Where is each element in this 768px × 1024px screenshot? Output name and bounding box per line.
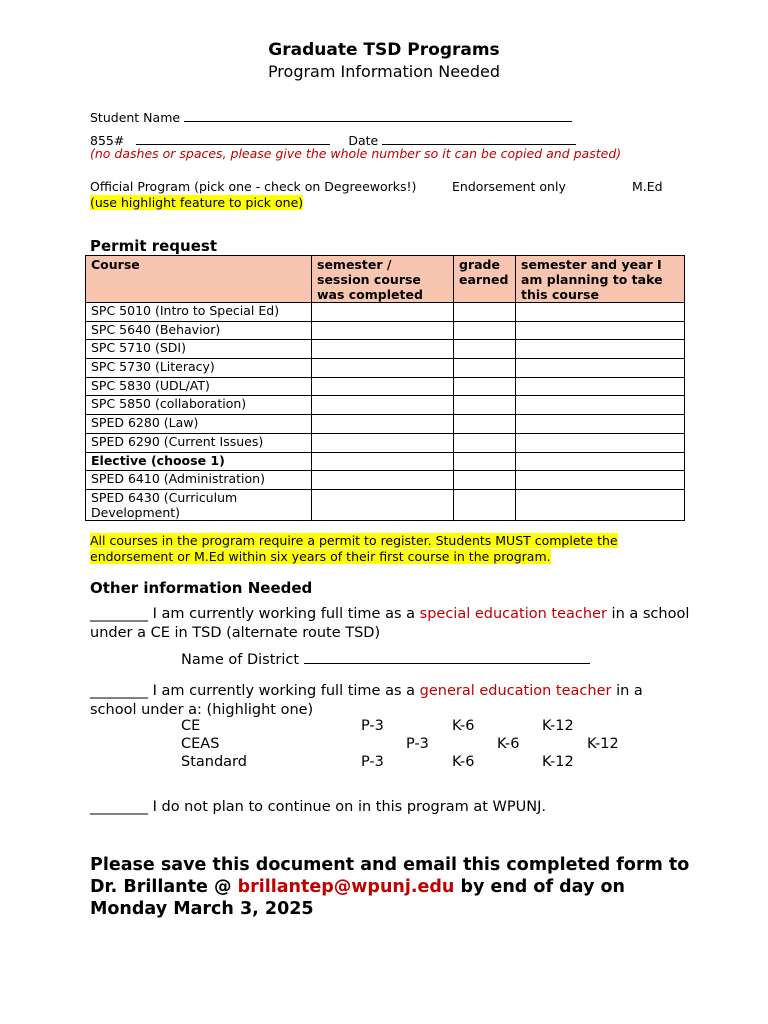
course-cell: SPED 6290 (Current Issues): [86, 433, 312, 452]
semester-cell[interactable]: [312, 471, 454, 490]
plan-cell[interactable]: [516, 396, 685, 415]
semester-cell[interactable]: [312, 433, 454, 452]
student-name-label: Student Name: [90, 110, 181, 125]
q1-text-post: in a school under a CE in TSD (alternate route TSD): [90, 606, 690, 641]
plan-cell[interactable]: [516, 415, 685, 434]
semester-cell[interactable]: [312, 452, 454, 471]
id-label: 855#: [90, 133, 125, 148]
footer-text-pre: Please save this document and email this completed form to Dr. Brillante @: [90, 855, 690, 897]
table-row: [86, 415, 685, 434]
grade-cell[interactable]: [454, 359, 516, 378]
semester-cell[interactable]: [312, 415, 454, 434]
permit-note-text: All courses in the program require a permit to register. Students MUST complete the endorsement or M.Ed within six years of their first course in the program.: [90, 533, 618, 564]
semester-cell[interactable]: [312, 396, 454, 415]
semester-cell[interactable]: [312, 321, 454, 340]
district-input[interactable]: [304, 649, 590, 664]
course-cell: SPED 6430 (Curriculum Development): [86, 489, 312, 520]
permit-note: [90, 533, 690, 564]
program-note: (use highlight feature to pick one): [90, 195, 304, 210]
cert-option[interactable]: K-6: [497, 736, 520, 752]
cert-option[interactable]: P-3: [361, 718, 384, 734]
course-cell: SPC 5640 (Behavior): [86, 321, 312, 340]
course-cell: SPED 6280 (Law): [86, 415, 312, 434]
cert-option[interactable]: K-12: [542, 754, 574, 770]
table-row: [86, 433, 685, 452]
grade-cell[interactable]: [454, 471, 516, 490]
table-row: [86, 340, 685, 359]
id-input[interactable]: [136, 132, 330, 145]
semester-cell[interactable]: [312, 377, 454, 396]
table-row: [86, 396, 685, 415]
submission-instructions: [90, 854, 690, 920]
grade-cell[interactable]: [454, 377, 516, 396]
table-row: [86, 303, 685, 322]
table-row: [86, 359, 685, 378]
plan-cell[interactable]: [516, 471, 685, 490]
plan-cell[interactable]: [516, 303, 685, 322]
semester-cell[interactable]: [312, 489, 454, 520]
grade-cell[interactable]: [454, 340, 516, 359]
semester-cell[interactable]: [312, 303, 454, 322]
cert-option[interactable]: K-6: [452, 754, 475, 770]
plan-cell[interactable]: [516, 452, 685, 471]
plan-cell[interactable]: [516, 489, 685, 520]
page-subtitle: Program Information Needed: [267, 62, 501, 81]
q2-role: general education teacher: [419, 683, 612, 699]
grade-cell[interactable]: [454, 452, 516, 471]
cert-option[interactable]: K-12: [587, 736, 619, 752]
permit-table: [85, 255, 685, 521]
course-cell: SPED 6410 (Administration): [86, 471, 312, 490]
cert-option[interactable]: K-6: [452, 718, 475, 734]
q2-text-post: in a school under a: (highlight one): [90, 683, 643, 718]
plan-cell[interactable]: [516, 433, 685, 452]
grade-cell[interactable]: [454, 303, 516, 322]
table-row: [86, 321, 685, 340]
cert-option[interactable]: P-3: [406, 736, 429, 752]
question-not-continue: [90, 799, 546, 815]
blank-line[interactable]: ________: [90, 683, 148, 699]
district-label: Name of District: [181, 652, 300, 668]
course-cell: SPC 5850 (collaboration): [86, 396, 312, 415]
option-med[interactable]: M.Ed: [632, 179, 663, 194]
question-special-ed: [90, 605, 690, 642]
col-course: Course: [86, 256, 312, 303]
elective-cell: Elective (choose 1): [86, 452, 312, 471]
cert-option[interactable]: P-3: [361, 754, 384, 770]
table-row: [86, 471, 685, 490]
grade-cell[interactable]: [454, 433, 516, 452]
date-input[interactable]: [382, 132, 576, 145]
date-label: Date: [348, 133, 379, 148]
student-name-input[interactable]: [184, 109, 572, 122]
table-row: [86, 377, 685, 396]
id-note: (no dashes or spaces, please give the whole number so it can be copied and pasted): [90, 146, 622, 161]
q2-text-pre: I am currently working full time as a: [148, 683, 420, 699]
cert-name: CE: [181, 718, 201, 734]
footer-text-post: by end of day on Monday March 3, 2025: [90, 877, 625, 919]
q1-text-pre: I am currently working full time as a: [148, 606, 420, 622]
plan-cell[interactable]: [516, 377, 685, 396]
cert-option[interactable]: K-12: [542, 718, 574, 734]
page-title: Graduate TSD Programs: [268, 40, 500, 60]
permit-heading: Permit request: [90, 237, 217, 255]
semester-cell[interactable]: [312, 340, 454, 359]
cert-name: CEAS: [181, 736, 220, 752]
grade-cell[interactable]: [454, 415, 516, 434]
district-field: [181, 649, 590, 668]
course-cell: SPC 5710 (SDI): [86, 340, 312, 359]
blank-line[interactable]: ________: [90, 799, 148, 815]
cert-name: Standard: [181, 754, 247, 770]
semester-cell[interactable]: [312, 359, 454, 378]
col-grade: grade earned: [454, 256, 516, 303]
grade-cell[interactable]: [454, 396, 516, 415]
student-name-field: [90, 109, 572, 125]
plan-cell[interactable]: [516, 321, 685, 340]
course-cell: SPC 5830 (UDL/AT): [86, 377, 312, 396]
course-cell: SPC 5010 (Intro to Special Ed): [86, 303, 312, 322]
blank-line[interactable]: ________: [90, 606, 148, 622]
question-general-ed: [90, 682, 690, 719]
table-row: [86, 489, 685, 520]
table-row: [86, 452, 685, 471]
permit-header-row: [86, 256, 685, 303]
plan-cell[interactable]: [516, 340, 685, 359]
contact-email[interactable]: brillantep@wpunj.edu: [237, 877, 455, 897]
col-planned-semester: semester and year I am planning to take this course: [516, 256, 685, 303]
col-semester-completed: semester / session course was completed: [312, 256, 454, 303]
q3-text: I do not plan to continue on in this program at WPUNJ.: [148, 799, 546, 815]
program-label: Official Program (pick one - check on Degreeworks!): [90, 179, 417, 194]
other-heading: Other information Needed: [90, 579, 313, 597]
grade-cell[interactable]: [454, 489, 516, 520]
grade-cell[interactable]: [454, 321, 516, 340]
q1-role: special education teacher: [419, 606, 607, 622]
option-endorsement[interactable]: Endorsement only: [452, 179, 566, 194]
course-cell: SPC 5730 (Literacy): [86, 359, 312, 378]
plan-cell[interactable]: [516, 359, 685, 378]
